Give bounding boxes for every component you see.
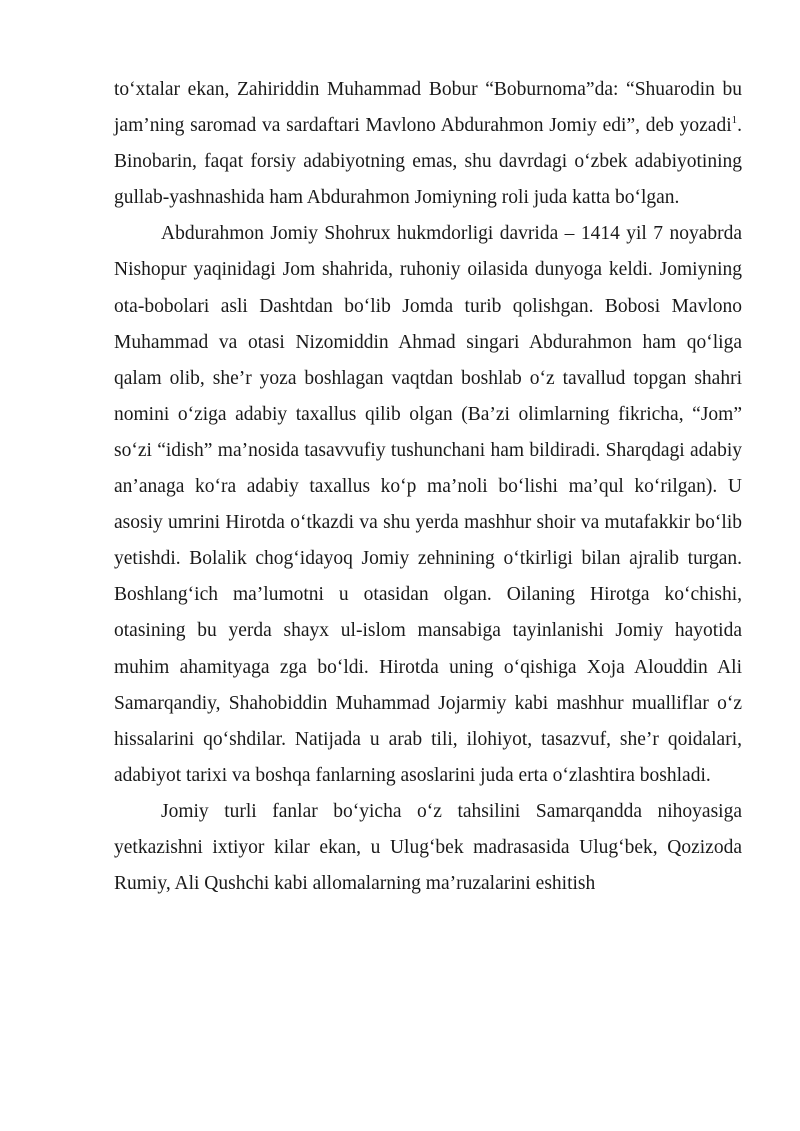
paragraph-1-continuation: . Binobarin, faqat forsiy adabiyotning emas, shu davrdagi o‘zbek adabiyotining gullab-yashnashida ham Abdurahmon Jomiyning roli juda katta bo‘lgan.: [114, 115, 742, 209]
paragraph-1-text: to‘xtalar ekan, Zahiriddin Muhammad Bobur “Boburnoma”da: “Shuarodin bu jam’ning saromad va sardaftari Mavlono Abdurahmon Jomiy edi”, deb yozadi: [114, 79, 742, 137]
body-text: [114, 72, 742, 902]
paragraph-2: Abdurahmon Jomiy Shohrux hukmdorligi davrida – 1414 yil 7 noyabrda Nishopur yaqinidagi Jom shahrida, ruhoniy oilasida dunyoga keldi. Jomiyning ota-bobolari asli Dashtdan bo‘lib Jomda turib qolishgan. Bobosi Mavlono Muhammad va otasi Nizomiddin Ahmad singari Abdurahmon ham qo‘liga qalam olib, she’r yoza boshlagan vaqtdan boshlab o‘z tavallud topgan shahri nomini o‘ziga adabiy taxallus qilib olgan (Ba’zi olimlarning fikricha, “Jom” so‘zi “idish” ma’nosida tasavvufiy tushunchani ham bildiradi. Sharqdagi adabiy an’anaga ko‘ra adabiy taxallus ko‘p ma’noli bo‘lishi ma’qul ko‘rilgan). U asosiy umrini Hirotda o‘tkazdi va shu yerda mashhur shoir va mutafakkir bo‘lib yetishdi. Bolalik chog‘idayoq Jomiy zehnining o‘tkirligi bilan ajralib turgan. Boshlang‘ich ma’lumotni u otasidan olgan. Oilaning Hirotga ko‘chishi, otasining bu yerda shayx ul-islom mansabiga tayinlanishi Jomiy hayotida muhim ahamityaga zga bo‘ldi. Hirotda uning o‘qishiga Xoja Alouddin Ali Samarqandiy, Shahobiddin Muhammad Jojarmiy kabi mashhur mualliflar o‘z hissalarini qo‘shdilar. Natijada u arab tili, ilohiyot, tasazvuf, she’r qoidalari, adabiyot tarixi va boshqa fanlarning asoslarini juda erta o‘zlashtira boshladi.: [114, 223, 742, 786]
paragraph-1: [114, 72, 742, 216]
paragraph-3: Jomiy turli fanlar bo‘yicha o‘z tahsilini Samarqandda nihoyasiga yetkazishni ixtiyor kilar ekan, u Ulug‘bek madrasasida Ulug‘bek, Qozizoda Rumiy, Ali Qushchi kabi allomalarning ma’ruzalarini eshitish: [114, 800, 742, 895]
footnote-reference[interactable]: 1: [731, 114, 738, 127]
